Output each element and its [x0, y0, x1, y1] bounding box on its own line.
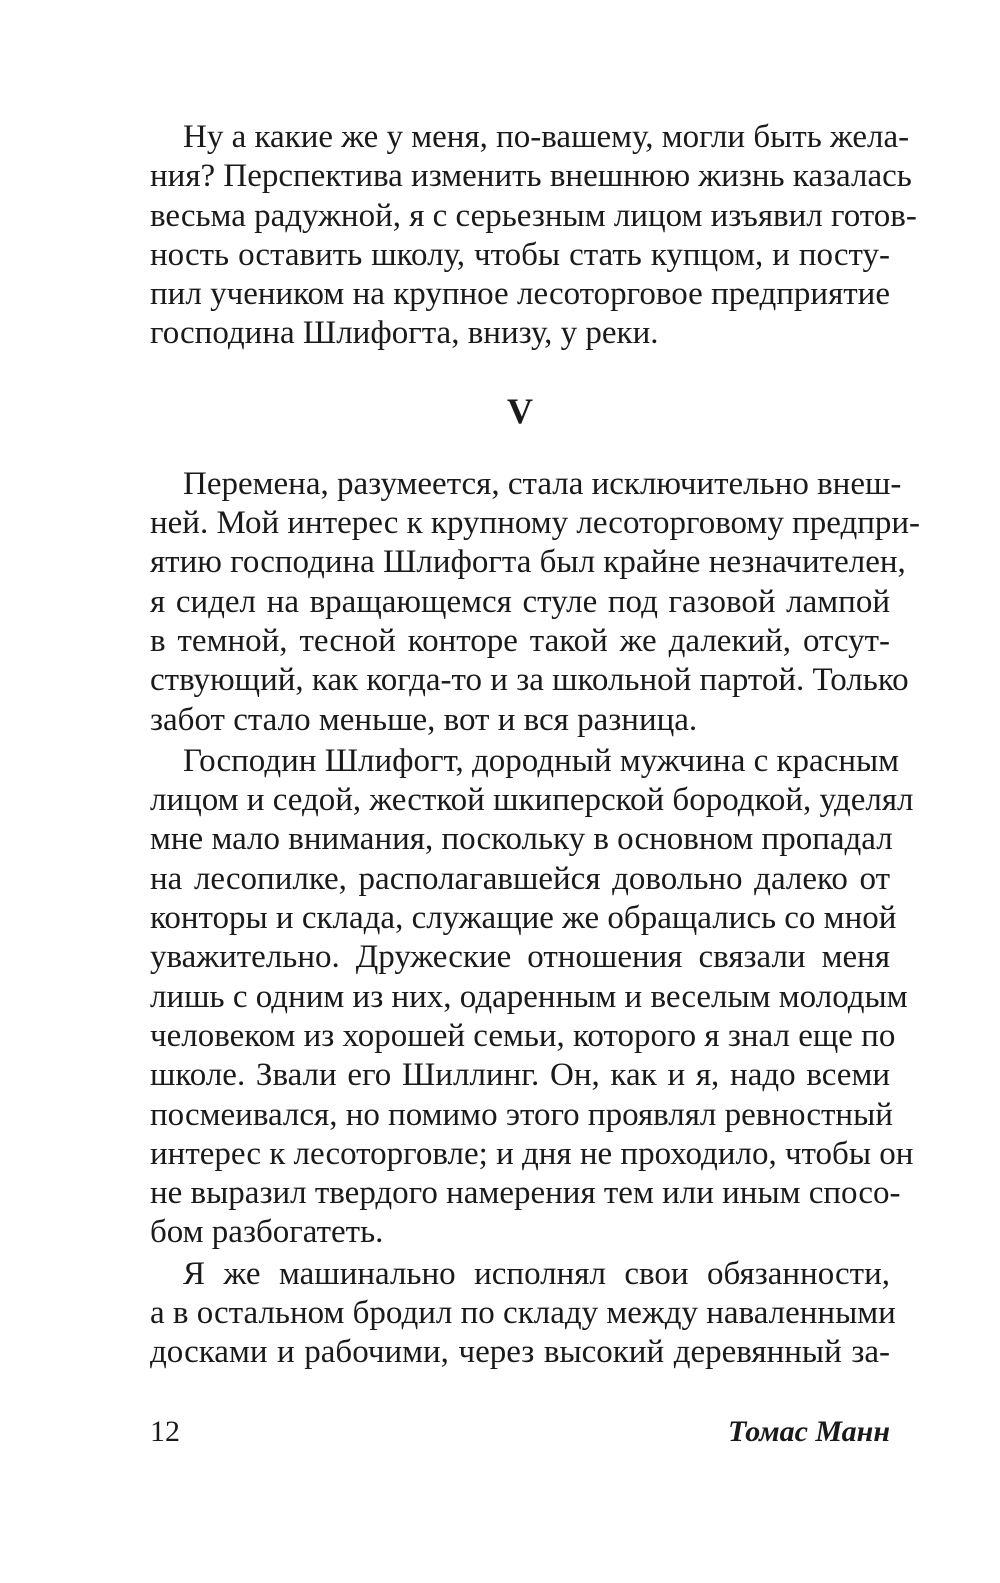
text-line: забот стало меньше, вот и вся разница. [150, 701, 698, 738]
text-line: ятию господина Шлифогта был крайне незначителен, [150, 544, 906, 581]
text-line: досками и рабочими, через высокий деревянный за- [150, 1334, 890, 1371]
text-line: лицом и седой, жесткой шкиперской бородкой, уделял [150, 782, 914, 819]
text-line: Ну а какие же у меня, по-вашему, могли быть жела- [183, 119, 910, 155]
paragraph [150, 1255, 896, 1373]
text-line: на лесопилке, располагавшейся довольно далеко от [150, 860, 890, 897]
text-line: уважительно. Дружеские отношения связали меня [150, 939, 890, 976]
text-line: лишь с одним из них, одаренным и веселым молодым [150, 978, 908, 1015]
text-line: Я же машинально исполнял свои обязанности, [183, 1255, 890, 1292]
text-line: мне мало внимания, поскольку в основном пропадал [150, 821, 893, 858]
text-line: посмеивался, но помимо этого проявлял ревностный [150, 1096, 893, 1133]
text-line: в темной, тесной конторе такой же далекий, отсут- [150, 622, 890, 659]
text-line: человеком из хорошей семьи, которого я знал еще по [150, 1017, 896, 1054]
page-body [150, 118, 921, 1373]
chapter-heading: V [507, 390, 533, 431]
text-line: Перемена, разумеется, стала исключительно внеш- [183, 465, 902, 502]
text-line: школе. Звали его Шиллинг. Он, как и я, надо всеми [150, 1057, 890, 1094]
text-line: ния? Перспектива изменить внешнюю жизнь казалась [150, 158, 912, 195]
text-line: не выразил твердого намерения тем или иным спосо- [150, 1175, 901, 1212]
text-line: ствующий, как когда-то и за школьной партой. Только [150, 662, 909, 699]
paragraph [150, 465, 921, 740]
text-line: ней. Мой интерес к крупному лесоторговому предпри- [150, 505, 921, 542]
text-line: интерес к лесоторговле; и дня не проходило, чтобы он [150, 1135, 914, 1172]
text-line: господина Шлифогта, внизу, у реки. [150, 315, 659, 352]
paragraph-continued [150, 118, 917, 354]
page-footer [150, 1412, 890, 1452]
text-line: конторы и склада, служащие же обращались со мной [150, 900, 897, 937]
text-line: Господин Шлифогт, дородный мужчина с красным [183, 742, 900, 779]
text-line: а в остальном бродил по складу между наваленными [150, 1295, 896, 1332]
paragraph [150, 742, 914, 1253]
running-footer-author: Томас Манн [727, 1415, 890, 1448]
page-number: 12 [150, 1415, 180, 1448]
text-line: весьма радужной, я с серьезным лицом изъявил готов- [150, 197, 917, 234]
text-line: я сидел на вращающемся стуле под газовой лампой [150, 583, 890, 620]
text-line: бом разбогатеть. [150, 1214, 384, 1251]
text-line: пил учеником на крупное лесоторговое предприятие [150, 276, 890, 313]
text-line: ность оставить школу, чтобы стать купцом, и посту- [150, 236, 890, 273]
